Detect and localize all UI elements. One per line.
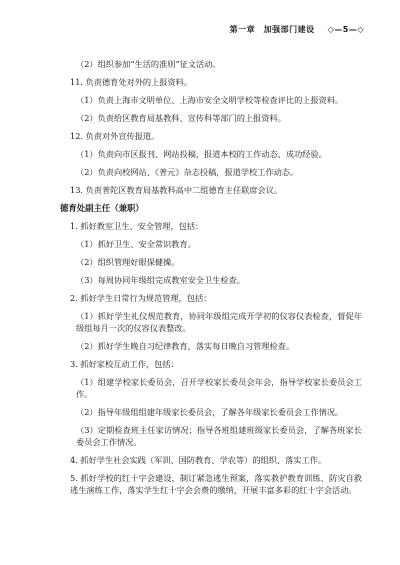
body-line: 4. 抓好学生社会实践（军训、国防教育、学农等）的组织、落实工作。 bbox=[70, 455, 327, 465]
running-header bbox=[230, 24, 364, 35]
page-body bbox=[60, 58, 362, 502]
body-line: 2. 抓好学生日常行为规范管理，包括： bbox=[70, 293, 212, 303]
body-line: （1）组建学校家长委员会，召开学校家长委员会年会，指导学校家长委员会工作。 bbox=[76, 377, 362, 399]
body-line: （2）组织参加“生活的准则”征文活动。 bbox=[76, 59, 221, 69]
chapter-title: 第一章 加强部门建设 bbox=[229, 25, 315, 34]
page-number: ◇—5—◇ bbox=[327, 25, 364, 34]
body-line: 12. 负责对外宣传报道。 bbox=[70, 131, 160, 141]
body-line: 11. 负责德育处对外的上报资料。 bbox=[70, 77, 193, 87]
body-line: （2）抓好学生晚自习纪律教育，落实每日晚自习管理检查。 bbox=[76, 341, 295, 351]
body-line: （1）抓好卫生、安全常识教育。 bbox=[76, 239, 196, 249]
body-line: （3）定期检查班主任家访情况；指导各班组建班级家长委员会，了解各班家长委员会工作情况。 bbox=[76, 425, 362, 447]
body-line: 1. 抓好教室卫生、安全管理，包括： bbox=[70, 221, 204, 231]
body-line: 5. 抓好学校的红十字会建设，制订紧急逃生预案，落实救护教育训练、防灾自救逃生演练工作，落实学生红十字会会费的缴纳，开展丰富多彩的红十字会活动。 bbox=[70, 473, 362, 495]
body-line: （2）负责给区教育局基教科、宣传科等部门的上报资料。 bbox=[76, 113, 286, 123]
body-line: 3. 抓好家校互动工作，包括： bbox=[70, 359, 179, 369]
body-line: （2）组织管理好眼保健操。 bbox=[76, 257, 180, 267]
section-heading: 德育处副主任（兼职） bbox=[60, 203, 144, 213]
body-line: （1）负责向市区报刊、网站投稿，报道本校的工作动态、成功经验。 bbox=[76, 149, 327, 159]
body-line: （2）负责向校网站、《普元》杂志投稿，报道学校工作动态。 bbox=[76, 167, 299, 177]
body-line: （2）指导年级组组建年级家长委员会，了解各年级家长委员会工作情况。 bbox=[76, 407, 344, 417]
body-line: （1）负责上海市文明单位、上海市安全文明学校等检查评比的上报资料。 bbox=[76, 95, 344, 105]
body-line: （3）每周协同年级组完成教室安全卫生检查。 bbox=[76, 275, 245, 285]
body-line: （1）抓好学生礼仪规范教育，协同年级组完成开学初的仪容仪表检查，督促年级组每月一次的仪容仪表整改。 bbox=[76, 311, 362, 333]
body-line: 13. 负责普陀区教育局基教科高中二组德育主任联席会议。 bbox=[70, 185, 283, 195]
